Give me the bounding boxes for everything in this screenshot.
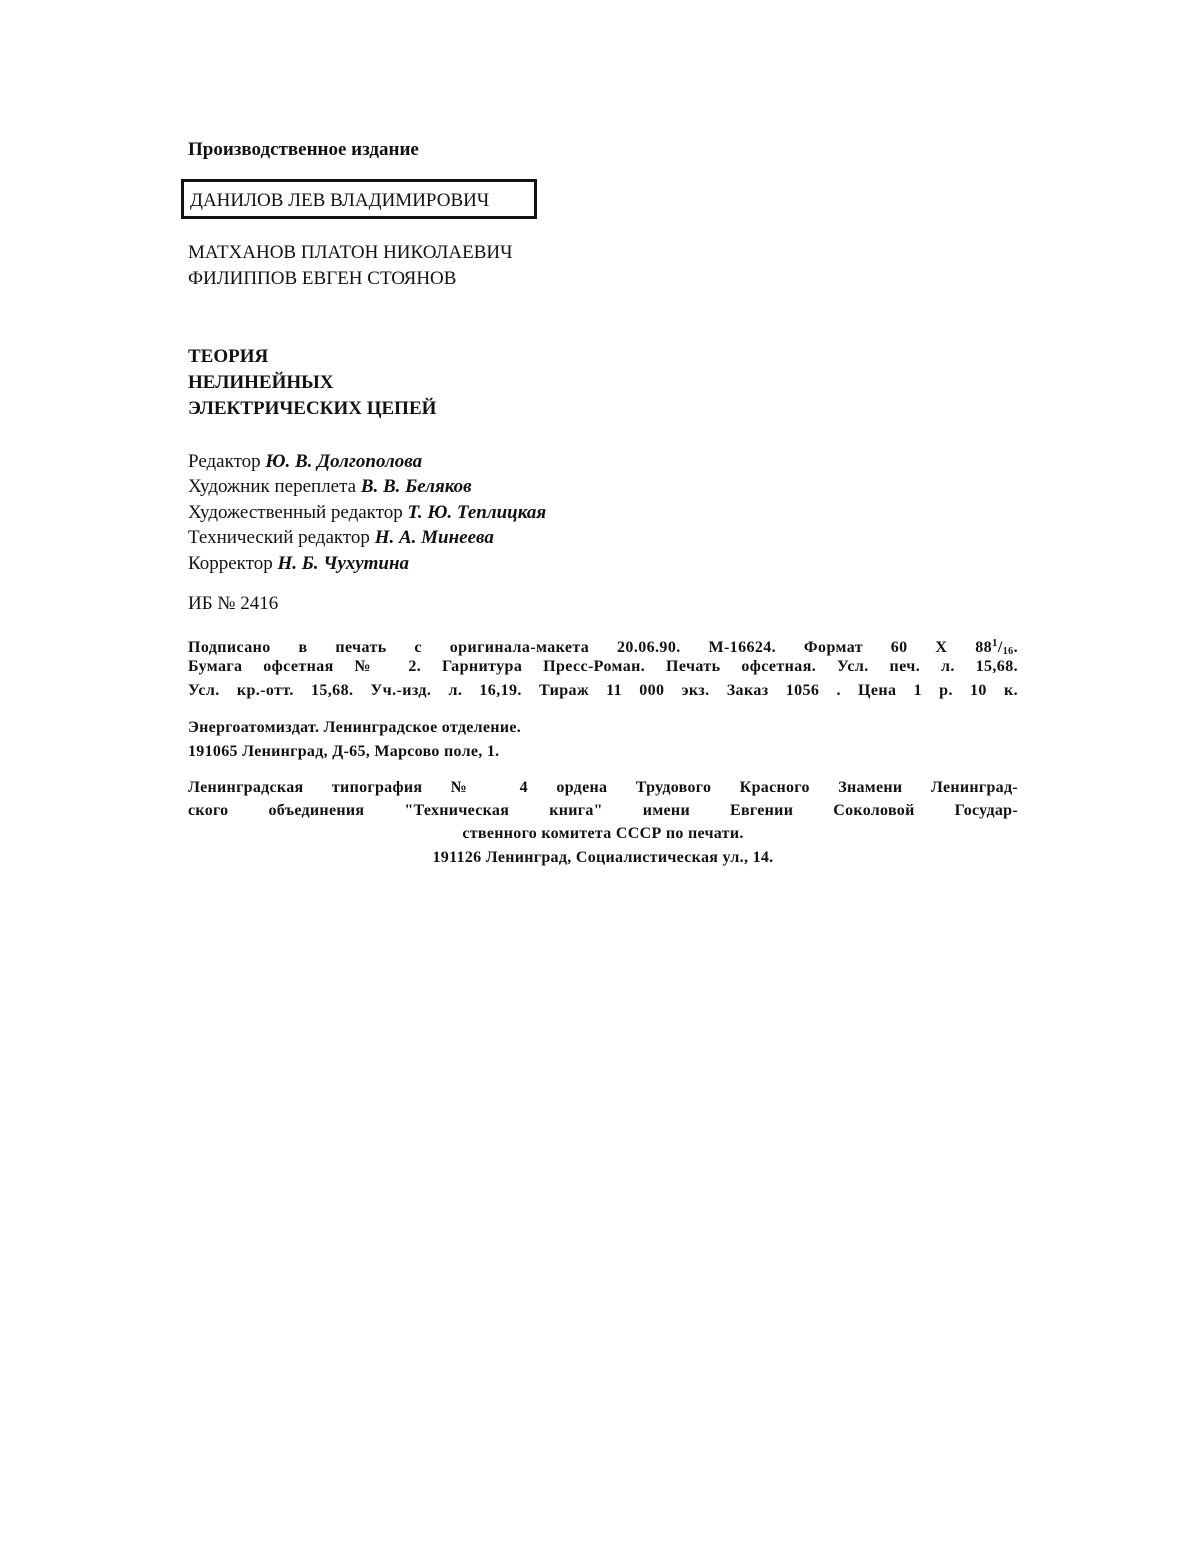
- credit-name: В. В. Беляков: [360, 476, 472, 497]
- credit-role: Корректор: [188, 553, 278, 574]
- credit-name: Ю. В. Долгополова: [265, 451, 423, 472]
- credit-name: Н. Б. Чухутина: [277, 553, 410, 574]
- print-info-line-3: Усл. кр.-отт. 15,68. Уч.-изд. л. 16,19. Тираж 11 000 экз. Заказ 1056 . Цена 1 р. 10 к.: [188, 682, 1018, 699]
- publisher-name: Энергоатомиздат. Ленинградское отделение.: [188, 719, 522, 736]
- author-third: ФИЛИППОВ ЕВГЕН СТОЯНОВ: [188, 268, 457, 289]
- credit-art-editor: [188, 501, 546, 525]
- author-primary: ДАНИЛОВ ЛЕВ ВЛАДИМИРОВИЧ: [190, 190, 490, 211]
- credit-technical-editor: [188, 526, 494, 550]
- publisher-address: 191065 Ленинград, Д-65, Марсово поле, 1.: [188, 743, 500, 760]
- credit-editor: [188, 450, 422, 474]
- author-second: МАТХАНОВ ПЛАТОН НИКОЛАЕВИЧ: [188, 242, 513, 263]
- book-title-line-1: ТЕОРИЯ: [188, 346, 269, 367]
- credit-role: Художник переплета: [188, 476, 361, 497]
- print-info-end: .: [1013, 639, 1018, 656]
- edition-type: Производственное издание: [188, 139, 419, 160]
- print-info-line-2: Бумага офсетная № 2. Гарнитура Пресс-Роман. Печать офсетная. Усл. печ. л. 15,68.: [188, 658, 1018, 675]
- credit-role: Художественный редактор: [188, 502, 408, 523]
- book-title-line-2: НЕЛИНЕЙНЫХ: [188, 372, 334, 393]
- print-info-text: Подписано в печать с оригинала-макета 20.06.90. М-16624. Формат 60 Х 88: [188, 639, 993, 656]
- credit-name: Н. А. Минеева: [374, 527, 494, 548]
- print-info-line-1: Подписано в печать с оригинала-макета 20.06.90. М-16624. Формат 60 Х $88^1/_{16}$.: [188, 637, 1018, 657]
- printing-house-line-1: Ленинградская типография № 4 ордена Трудового Красного Знамени Ленинград-: [188, 779, 1018, 796]
- book-title-line-3: ЭЛЕКТРИЧЕСКИХ ЦЕПЕЙ: [188, 398, 437, 419]
- credit-proofreader: [188, 552, 409, 576]
- format-fraction-numerator: 1: [992, 637, 998, 649]
- boxed-author-frame: [181, 179, 537, 219]
- credit-cover-artist: [188, 475, 472, 499]
- credit-name: Т. Ю. Теплицкая: [407, 502, 547, 523]
- printing-house-line-3: ственного комитета СССР по печати.: [462, 825, 744, 842]
- credit-role: Редактор: [188, 451, 266, 472]
- format-fraction-denominator: 16: [1002, 646, 1014, 657]
- printing-house-line-2: ского объединения "Техническая книга" имени Евгении Соколовой Государ-: [188, 802, 1018, 819]
- credit-role: Технический редактор: [188, 527, 375, 548]
- printing-house-address: 191126 Ленинград, Социалистическая ул., 14.: [432, 849, 774, 866]
- ib-number: ИБ № 2416: [188, 593, 279, 614]
